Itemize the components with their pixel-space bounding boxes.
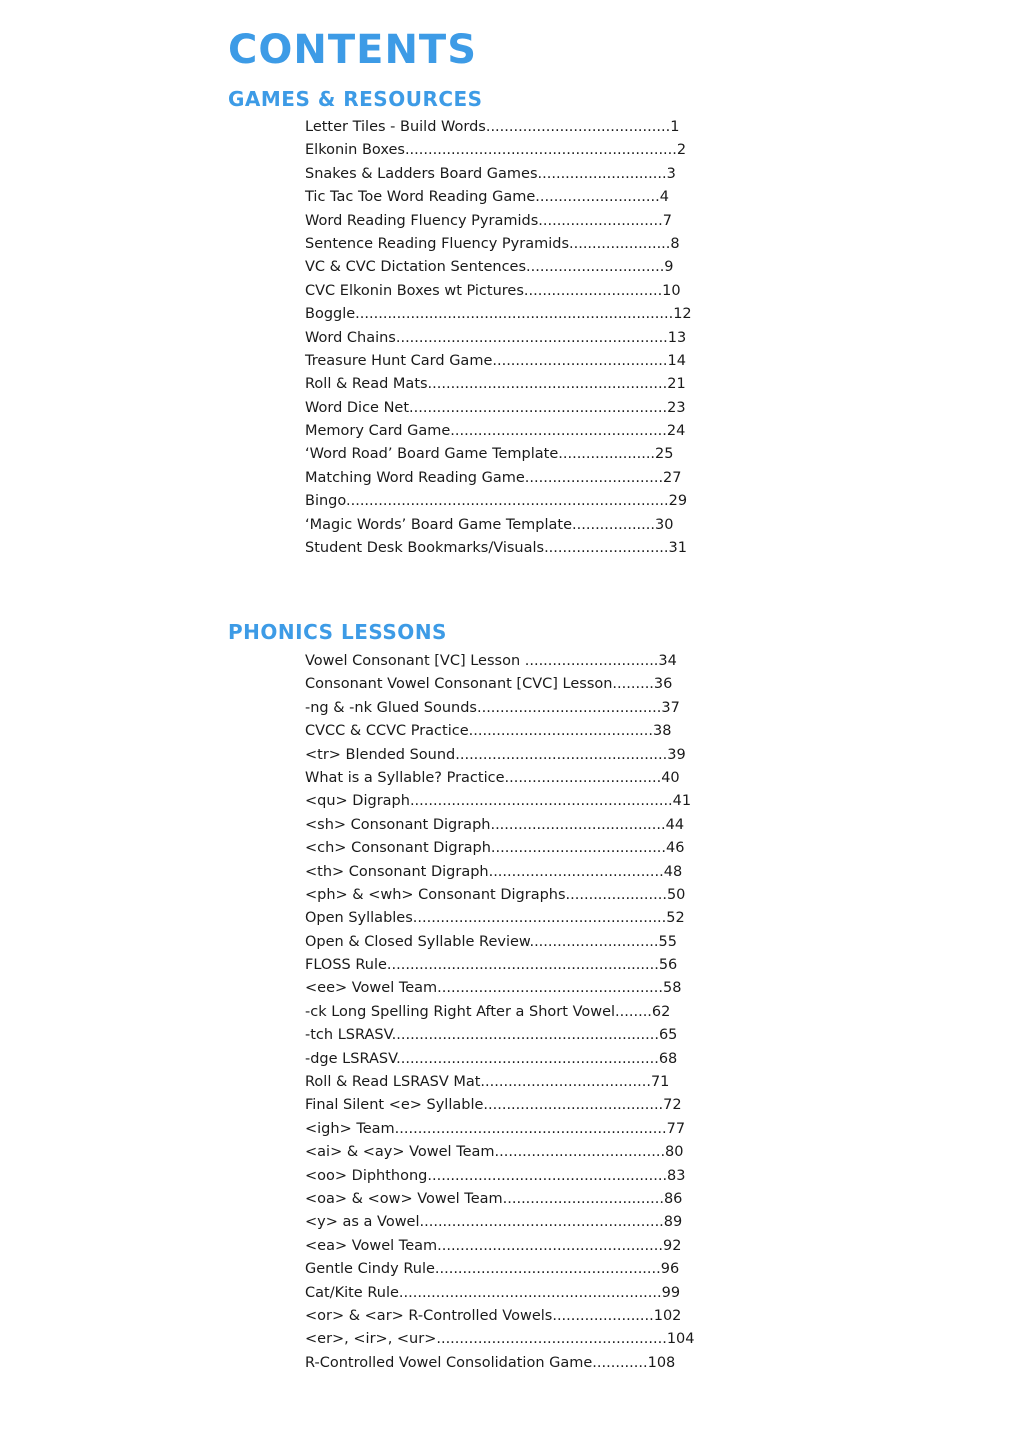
toc-list-phonics-lessons [305,650,695,1375]
toc-entry: Snakes & Ladders Board Games............................3 [305,165,676,182]
toc-entry: CVC Elkonin Boxes wt Pictures..............................10 [305,282,681,299]
toc-entry: CVCC & CCVC Practice........................................38 [305,723,672,740]
toc-entry: Open & Closed Syllable Review............................55 [305,933,677,950]
toc-entry: <or> & <ar> R-Controlled Vowels......................102 [305,1307,682,1324]
toc-entry: <sh> Consonant Digraph......................................44 [305,816,685,833]
toc-entry: -tch LSRASV..........................................................65 [305,1027,678,1044]
toc-entry: Roll & Read Mats....................................................21 [305,376,686,393]
toc-entry: Treasure Hunt Card Game......................................14 [305,352,686,369]
toc-entry: Final Silent <e> Syllable.......................................72 [305,1097,682,1114]
toc-entry: <qu> Digraph.........................................................41 [305,793,692,810]
section-heading-games-resources: GAMES & RESOURCES [228,87,483,111]
toc-entry: Word Dice Net........................................................23 [305,399,686,416]
toc-entry: Consonant Vowel Consonant [CVC] Lesson.........36 [305,676,673,693]
toc-entry: <oa> & <ow> Vowel Team...................................86 [305,1190,683,1207]
toc-entry: Word Chains...........................................................13 [305,329,687,346]
toc-entry: <ai> & <ay> Vowel Team.....................................80 [305,1144,684,1161]
toc-entry: Sentence Reading Fluency Pyramids......................8 [305,235,680,252]
toc-entry: What is a Syllable? Practice..................................40 [305,769,680,786]
toc-entry: <y> as a Vowel.....................................................89 [305,1214,683,1231]
toc-entry: ‘Word Road’ Board Game Template.....................25 [305,446,674,463]
toc-entry: Boggle.....................................................................12 [305,306,692,323]
toc-entry: Matching Word Reading Game..............................27 [305,469,682,486]
toc-entry: <er>, <ir>, <ur>..................................................104 [305,1331,695,1348]
toc-entry: Vowel Consonant [VC] Lesson .............................34 [305,653,677,669]
toc-entry: -ck Long Spelling Right After a Short Vowel........62 [305,1003,671,1020]
toc-entry: Roll & Read LSRASV Mat.....................................71 [305,1074,670,1091]
toc-entry: Word Reading Fluency Pyramids...........................7 [305,212,672,229]
toc-entry: Bingo......................................................................29 [305,493,688,510]
toc-entry: Open Syllables.......................................................52 [305,910,685,927]
toc-entry: R-Controlled Vowel Consolidation Game............108 [305,1354,676,1371]
toc-entry: <ea> Vowel Team.................................................92 [305,1237,682,1254]
toc-entry: <oo> Diphthong....................................................83 [305,1167,686,1184]
toc-entry: <ph> & <wh> Consonant Digraphs......................50 [305,886,686,903]
page-title: CONTENTS [228,27,478,73]
toc-entry: Memory Card Game...............................................24 [305,423,686,440]
toc-entry: FLOSS Rule...........................................................56 [305,957,678,974]
toc-entry: VC & CVC Dictation Sentences..............................9 [305,259,674,276]
toc-entry: Student Desk Bookmarks/Visuals...........................31 [305,540,687,557]
toc-entry: Letter Tiles - Build Words........................................1 [305,119,680,135]
toc-entry: ‘Magic Words’ Board Game Template..................30 [305,516,674,533]
toc-entry: <ch> Consonant Digraph......................................46 [305,840,685,857]
section-heading-phonics-lessons: PHONICS LESSONS [228,620,447,644]
toc-entry: -dge LSRASV.........................................................68 [305,1050,678,1067]
toc-entry: Elkonin Boxes...........................................................2 [305,142,687,159]
toc-entry: <igh> Team...........................................................77 [305,1120,686,1137]
toc-entry: Tic Tac Toe Word Reading Game...........................4 [305,189,669,206]
toc-entry: Gentle Cindy Rule.................................................96 [305,1261,680,1278]
toc-list-games-resources [305,116,692,560]
toc-entry: Cat/Kite Rule.........................................................99 [305,1284,681,1301]
toc-entry: <tr> Blended Sound..............................................39 [305,746,686,763]
toc-entry: <th> Consonant Digraph......................................48 [305,863,683,880]
toc-entry: -ng & -nk Glued Sounds........................................37 [305,699,680,716]
toc-entry: <ee> Vowel Team.................................................58 [305,980,682,997]
